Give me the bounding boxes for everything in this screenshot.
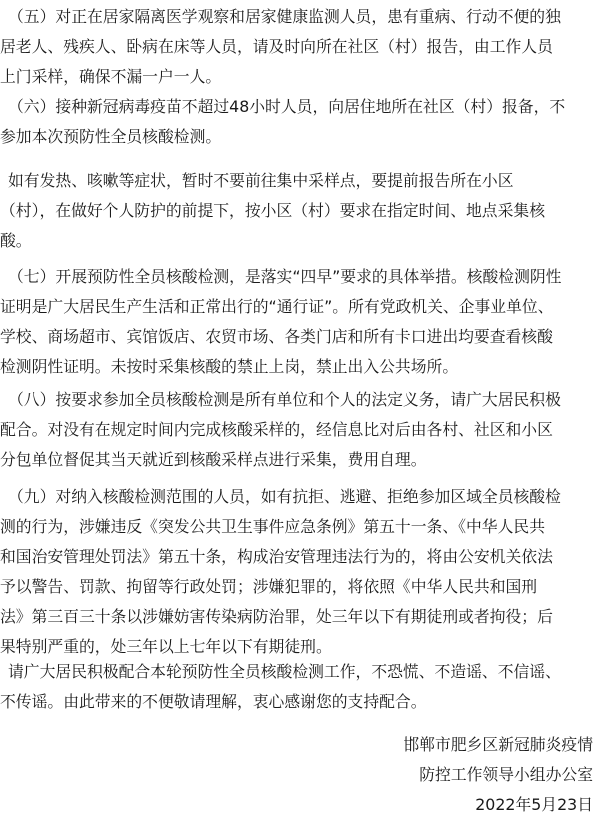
text-line: 酸。 [0, 231, 32, 250]
paragraph-item-9 [0, 482, 605, 662]
text-line: （七）开展预防性全员核酸检测，是落实“四早”要求的具体举措。核酸检测阴性 [8, 267, 562, 286]
text-line: （九）对纳入核酸检测范围的人员，如有抗拒、逃避、拒绝参加区域全员核酸检 [8, 487, 561, 506]
text-line: （五）对正在居家隔离医学观察和居家健康监测人员，患有重病、行动不便的独 [8, 7, 561, 26]
text-line: 参加本次预防性全员核酸检测。 [0, 127, 222, 146]
text-line: （六）接种新冠病毒疫苗不超过48小时人员，向居住地所在社区（村）报备，不 [8, 97, 566, 116]
paragraph-fever-note [0, 166, 605, 256]
paragraph-closing [0, 657, 605, 717]
issuing-organization-line-2: 防控工作领导小组办公室 [419, 765, 593, 784]
text-line: （村），在做好个人防护的前提下，按小区（村）要求在指定时间、地点采集核 [0, 201, 545, 220]
signoff-block [403, 730, 593, 820]
text-line: 如有发热、咳嗽等症状，暂时不要前往集中采样点，要提前报告所在小区 [8, 171, 514, 190]
text-line: 检测阴性证明。未按时采集核酸的禁止上岗，禁止出入公共场所。 [0, 357, 459, 376]
text-line: 法》第三百三十条以涉嫌妨害传染病防治罪，处三年以下有期徒刑或者拘役；后 [0, 607, 553, 626]
text-line: 予以警告、罚款、拘留等行政处罚；涉嫌犯罪的，将依照《中华人民共和国刑 [0, 577, 538, 596]
text-line: 测的行为，涉嫌违反《突发公共卫生事件应急条例》第五十一条、《中华人民共 [0, 517, 545, 536]
issue-date: 2022年5月23日 [475, 795, 593, 814]
text-line: 果特别严重的，处三年以上七年以下有期徒刑。 [0, 637, 332, 656]
paragraph-item-6 [0, 92, 605, 152]
text-line: （八）按要求参加全员核酸检测是所有单位和个人的法定义务，请广大居民积极 [8, 390, 561, 409]
text-line: 分包单位督促其当天就近到核酸采样点进行采集，费用自理。 [0, 450, 427, 469]
text-line: 和国治安管理处罚法》第五十条，构成治安管理违法行为的，将由公安机关依法 [0, 547, 553, 566]
text-line: 配合。对没有在规定时间内完成核酸采样的，经信息比对后由各村、社区和小区 [0, 420, 553, 439]
paragraph-item-7 [0, 262, 605, 382]
text-line: 不传谣。由此带来的不便敬请理解，衷心感谢您的支持配合。 [0, 692, 427, 711]
paragraph-item-8 [0, 385, 605, 475]
text-line: 学校、商场超市、宾馆饭店、农贸市场、各类门店和所有卡口进出均要查看核酸 [0, 327, 553, 346]
text-line: 请广大居民积极配合本轮预防性全员核酸检测工作，不恐慌、不造谣、不信谣、 [8, 662, 561, 681]
issuing-organization-line-1: 邯郸市肥乡区新冠肺炎疫情 [403, 735, 593, 754]
paragraph-item-5 [0, 2, 605, 92]
text-line: 上门采样，确保不漏一户一人。 [0, 67, 222, 86]
text-line: 证明是广大居民生产生活和正常出行的“通行证”。所有党政机关、企事业单位、 [0, 297, 554, 316]
text-line: 居老人、残疾人、卧病在床等人员，请及时向所在社区（村）报告，由工作人员 [0, 37, 553, 56]
